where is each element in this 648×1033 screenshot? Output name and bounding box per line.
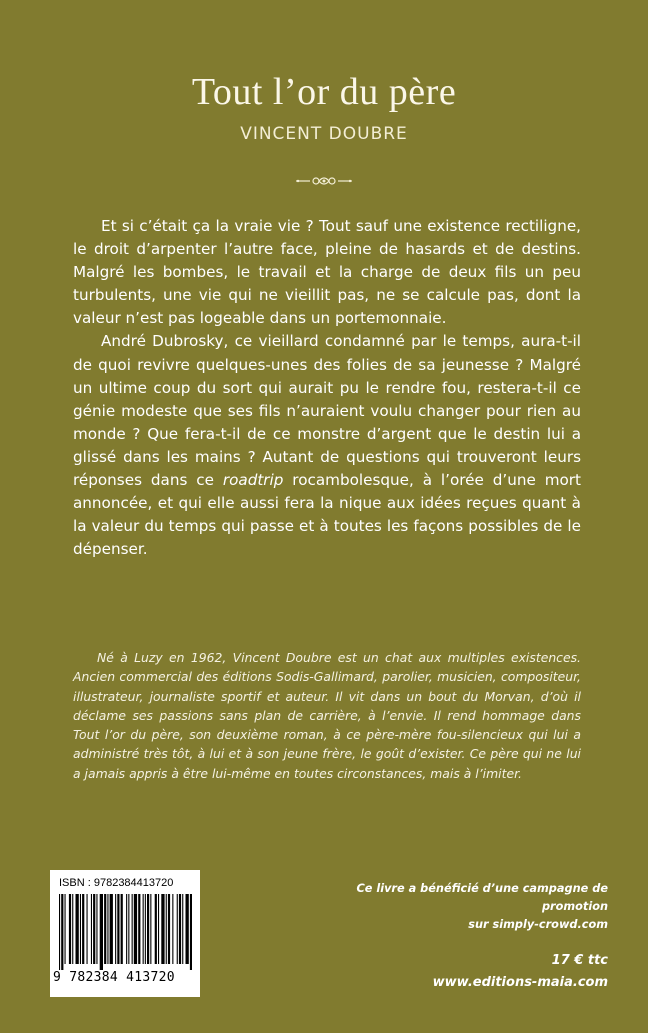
book-title: Tout l’or du père xyxy=(191,71,457,113)
barcode-bar xyxy=(177,894,178,964)
barcode-bar xyxy=(80,894,81,964)
blurb-paragraph-2-start: André Dubrosky, ce vieillard condamné par le temps, aura-t-il de quoi revivre quelques-unes des folies de sa jeunesse ? Malgré un ultime coup du sort qui aurait pu le rendre fou, restera-t-il ce génie modeste que ses fils n’auraient voulu changer pour rien au monde ? Que fera-t-il de ce monstre d’argent que le destin lui a glissé dans les mains ? Autant de questions qui trouveront leurs réponses dans ce xyxy=(73,332,581,490)
barcode-bar xyxy=(161,894,164,964)
barcode-bar xyxy=(126,894,127,964)
barcode-bar xyxy=(93,894,95,964)
blurb-paragraph-1: Et si c’était ça la vraie vie ? Tout sauf une existence rectiligne, le droit d’arpenter l’autre face, pleine de hasards et de destins. Malgré les bombes, le travail et la charge de deux fils un peu turbulents, une vie qui ne vieillit pas, ne se calcule pas, dont la valeur n’est pas logeable dans un portemonnaie. xyxy=(73,217,581,328)
barcode-bar xyxy=(96,894,97,964)
price: 17 € ttc xyxy=(551,953,608,968)
barcode-bar xyxy=(132,894,133,964)
barcode-bar xyxy=(91,894,92,964)
barcode-bar xyxy=(110,894,113,964)
barcode-bar xyxy=(143,894,144,964)
blurb-paragraph-2-end: rocambolesque, à l’orée d’une mort annoncée, et qui elle aussi fera la nique aux idées reçues quant à la valeur du temps qui passe et à toutes les façons possibles de le dépenser. xyxy=(73,471,581,559)
barcode-bar xyxy=(87,894,88,964)
author-name: VINCENT DOUBRE xyxy=(240,124,408,144)
barcode-bar xyxy=(166,894,167,964)
barcode-bar xyxy=(147,894,149,964)
blurb-italic-word: roadtrip xyxy=(222,471,284,490)
promotion-note xyxy=(300,880,608,934)
barcode-bar xyxy=(172,894,173,964)
barcode-bar xyxy=(69,894,71,964)
back-cover-blurb xyxy=(73,215,581,561)
isbn-label: ISBN : 9782384413720 xyxy=(59,877,174,889)
barcode-bar xyxy=(134,894,137,964)
barcode-bar xyxy=(168,894,170,964)
barcode-bar xyxy=(100,894,103,970)
barcode-bar xyxy=(190,894,192,970)
decorative-flourish-icon xyxy=(296,174,352,188)
barcode-bar xyxy=(186,894,189,964)
barcode-bar xyxy=(76,894,79,964)
barcode-bar xyxy=(150,894,151,964)
barcode-bar xyxy=(138,894,140,964)
promotion-line-1: Ce livre a bénéficié d’une campagne de promotion xyxy=(356,882,608,913)
author-biography: Né à Luzy en 1962, Vincent Doubre est un chat aux multiples existences. Ancien commercial des éditions Sodis-Gallimard, parolier, musicien, compositeur, illustrateur, journaliste sportif et auteur. Il vit dans un bout du Morvan, d’où il déclame ses passions sans plan de carrière, à l’envie. Il rend hommage dans Tout l’or du père, son deuxième roman, à ce père-mère fou-silencieux qui lui a administré très tôt, à lui et à son jeune frère, le goût d’exister. Ce père qui ne lui a jamais appris à être lui-même en toutes circonstances, mais à l’imiter. xyxy=(73,650,581,781)
barcode-bar xyxy=(115,894,116,964)
barcode-bar xyxy=(61,894,63,970)
barcode-bars xyxy=(58,894,192,970)
isbn-barcode xyxy=(50,870,200,997)
barcode-bar xyxy=(104,894,106,964)
barcode-bar xyxy=(182,894,183,964)
barcode-bar xyxy=(121,894,123,964)
barcode-bar xyxy=(65,894,66,964)
publisher-website: www.editions-maia.com xyxy=(432,975,608,990)
barcode-bar xyxy=(128,894,129,964)
promotion-line-2: sur simply-crowd.com xyxy=(468,918,608,931)
barcode-bar xyxy=(107,894,108,964)
barcode-bar xyxy=(72,894,73,964)
barcode-bar xyxy=(145,894,146,964)
barcode-bar xyxy=(155,894,157,964)
barcode-bar xyxy=(117,894,119,964)
barcode-bar xyxy=(158,894,159,964)
barcode-bar xyxy=(179,894,181,964)
barcode-bar xyxy=(59,894,60,970)
barcode-digits: 9 782384 413720 xyxy=(53,970,175,985)
barcode-bar xyxy=(82,894,84,964)
blurb-paragraph-2 xyxy=(73,330,581,561)
